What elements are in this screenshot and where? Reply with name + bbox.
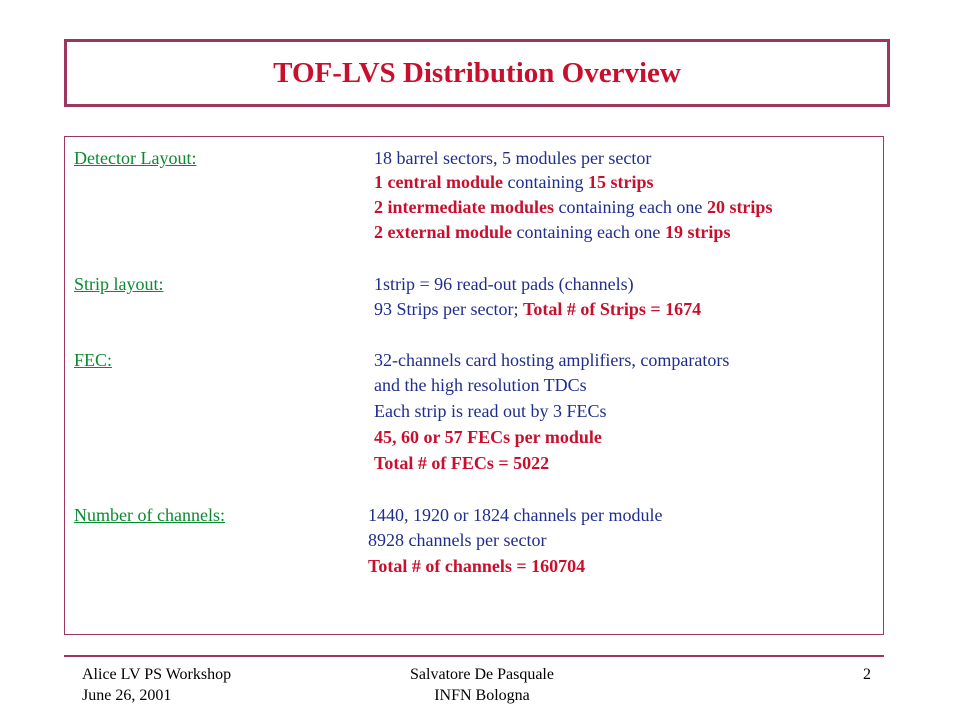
channels-label: Number of channels: xyxy=(74,505,225,525)
fec-label: FEC: xyxy=(74,350,113,370)
footer-center xyxy=(397,664,567,706)
author-affiliation: INFN Bologna xyxy=(434,687,530,704)
detector-line-4 xyxy=(374,220,730,244)
external-module-text: 2 external module xyxy=(374,222,512,242)
containing-text: containing xyxy=(502,172,588,192)
external-strips-text: 19 strips xyxy=(664,222,731,242)
fec-line-3: Each strip is read out by 3 FECs xyxy=(374,401,607,421)
intermediate-strips-text: 20 strips xyxy=(706,197,773,217)
channels-line-3: Total # of channels = 160704 xyxy=(368,556,586,576)
fec-line-1: 32-channels card hosting amplifiers, comparators xyxy=(374,350,730,370)
footer-left xyxy=(82,664,231,706)
channels-line-2: 8928 channels per sector xyxy=(368,530,547,550)
detector-line-2 xyxy=(374,170,653,194)
page-number: 2 xyxy=(863,666,871,683)
author-name: Salvatore De Pasquale xyxy=(410,666,554,683)
fec-line-2: and the high resolution TDCs xyxy=(374,375,587,395)
slide-title: TOF-LVS Distribution Overview xyxy=(273,56,681,89)
total-strips-text: Total # of Strips = 1674 xyxy=(522,299,702,319)
title-box xyxy=(64,39,890,107)
workshop-date: June 26, 2001 xyxy=(82,687,172,704)
central-module-text: 1 central module xyxy=(374,172,503,192)
strip-line-1: 1strip = 96 read-out pads (channels) xyxy=(374,274,634,294)
detector-layout-label: Detector Layout: xyxy=(74,148,197,168)
fec-line-5: Total # of FECs = 5022 xyxy=(374,453,550,473)
workshop-name: Alice LV PS Workshop xyxy=(82,666,232,683)
containing-each-text-2: containing each one xyxy=(511,222,665,242)
detector-line-3 xyxy=(374,195,772,219)
central-strips-text: 15 strips xyxy=(587,172,654,192)
strip-layout-label: Strip layout: xyxy=(74,274,164,294)
strips-per-sector-text: 93 Strips per sector; xyxy=(374,299,523,319)
fec-line-4: 45, 60 or 57 FECs per module xyxy=(374,427,602,447)
channels-line-1: 1440, 1920 or 1824 channels per module xyxy=(368,505,663,525)
strip-line-2 xyxy=(374,297,701,321)
detector-line-1: 18 barrel sectors, 5 modules per sector xyxy=(374,148,652,168)
footer-divider xyxy=(64,655,884,657)
containing-each-text: containing each one xyxy=(553,197,707,217)
intermediate-modules-text: 2 intermediate modules xyxy=(374,197,554,217)
